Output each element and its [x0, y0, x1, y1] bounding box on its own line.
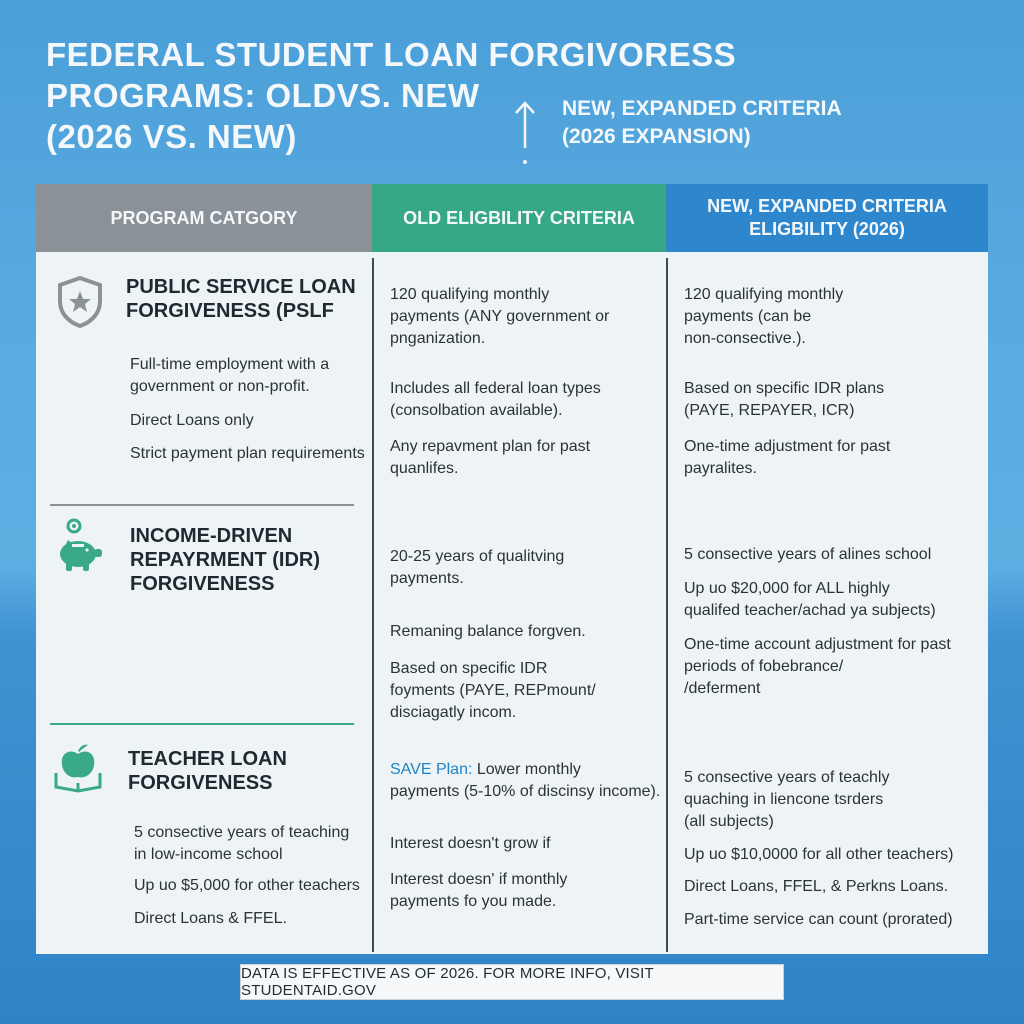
criterion-line: payments. [390, 570, 464, 587]
criterion-line: (PAYE, REPAYER, ICR) [684, 402, 855, 419]
teacher-detail [134, 908, 287, 930]
teacher-new-criterion [684, 909, 953, 931]
criterion-line: Up uo $20,000 for ALL highly [684, 580, 890, 597]
teacher-old-criterion [390, 759, 660, 803]
criterion-line: (all subjects) [684, 813, 774, 830]
criterion-line: payments fo you made. [390, 893, 557, 910]
pslf-new-criterion [684, 378, 884, 422]
header-old-criteria-label: OLD ELIGBILITY CRITERIA [403, 207, 635, 228]
detail-line: Strict payment plan requirements [130, 445, 365, 462]
idr-old-criterion [390, 658, 596, 724]
subtitle-line-1: NEW, EXPANDED CRITERIA [562, 97, 842, 120]
criterion-line: Based on specific IDR [390, 660, 548, 677]
program-title-idr [130, 524, 320, 596]
program-title-line: FORGIVENESS [130, 573, 275, 595]
detail-line: government or non-profit. [130, 378, 310, 395]
criterion-line: 20-25 years of qualitving [390, 548, 565, 565]
idr-old-criterion [390, 546, 564, 590]
criterion-line: Based on specific IDR plans [684, 380, 885, 397]
program-title-line: INCOME-DRIVEN [130, 525, 293, 547]
program-title-line: PUBLIC SERVICE LOAN [126, 276, 356, 298]
criterion-line: quanlifes. [390, 460, 459, 477]
criterion-text: Lower monthly [472, 761, 581, 778]
criterion-line: Interest doesn' if monthly [390, 871, 568, 888]
criterion-line: Remaning balance forgven. [390, 623, 586, 640]
criterion-line: One-time adjustment for past [684, 438, 891, 455]
header-new-criteria [666, 184, 988, 252]
pslf-old-criterion [390, 284, 609, 350]
row-divider [50, 504, 354, 506]
program-title-teacher [128, 747, 287, 795]
detail-line: in low-income school [134, 846, 283, 863]
criterion-line [390, 759, 660, 781]
criterion-line: One-time account adjustment for past [684, 636, 951, 653]
idr-old-criterion [390, 621, 586, 643]
row-divider [50, 723, 354, 725]
up-arrow-icon [510, 98, 540, 170]
pslf-old-criterion [390, 436, 590, 480]
header-program-category-label: PROGRAM CATGORY [110, 207, 298, 228]
teacher-detail [134, 822, 349, 866]
teacher-old-criterion [390, 833, 550, 855]
idr-new-criterion [684, 578, 936, 622]
criterion-line: payments (5-10% of discinsy income). [390, 783, 661, 800]
pslf-old-criterion [390, 378, 601, 422]
teacher-old-criterion [390, 869, 567, 913]
pslf-new-criterion [684, 436, 890, 480]
header-new-criteria-line-1: NEW, EXPANDED CRITERIA [707, 196, 947, 216]
criterion-line: pnganization. [390, 330, 486, 347]
criterion-line: 120 qualifying monthly [684, 286, 844, 303]
detail-line: Full-time employment with a [130, 356, 330, 373]
program-title-line: REPAYRMENT (IDR) [130, 549, 321, 571]
criterion-line: Interest doesn't grow if [390, 835, 551, 852]
criterion-line: payments (ANY government or [390, 308, 610, 325]
program-title-line: FORGIVENESS [128, 772, 273, 794]
criterion-line: quaching in liencone tsrders [684, 791, 884, 808]
apple-book-icon [50, 739, 106, 795]
criterion-line: payments (can be [684, 308, 812, 325]
criterion-line: 120 qualifying monthly [390, 286, 550, 303]
page-title-line-3: (2026 VS. NEW) [46, 118, 297, 155]
header-program-category [36, 184, 372, 252]
idr-new-criterion [684, 634, 951, 700]
detail-line: Direct Loans only [130, 412, 254, 429]
program-title-pslf [126, 275, 356, 323]
header-new-criteria-line-2: ELIGBILITY (2026) [749, 219, 905, 239]
criterion-line: Direct Loans, FFEL, & Perkns Loans. [684, 878, 949, 895]
subtitle [562, 95, 842, 151]
teacher-new-criterion [684, 876, 948, 898]
piggy-bank-icon [52, 518, 108, 574]
criterion-line: Part-time service can count (prorated) [684, 911, 953, 928]
teacher-new-criterion [684, 767, 889, 833]
teacher-new-criterion [684, 844, 954, 866]
criterion-line: 5 consective years of teachly [684, 769, 890, 786]
program-title-line: FORGIVENESS (PSLF [126, 300, 334, 322]
criterion-line: Up uo $10,0000 for all other teachers) [684, 846, 954, 863]
page-title-line-2: PROGRAMS: OLDVS. NEW [46, 77, 480, 114]
criterion-line: qualifed teacher/achad ya subjects) [684, 602, 936, 619]
header-old-criteria [372, 184, 666, 252]
criterion-line: periods of fobebrance/ [684, 658, 844, 675]
footer-note [240, 964, 784, 1000]
page-title-line-1: FEDERAL STUDENT LOAN FORGIVORESS [46, 36, 737, 73]
criterion-line: payralites. [684, 460, 757, 477]
program-title-line: TEACHER LOAN [128, 748, 287, 770]
criterion-line: 5 consective years of alines school [684, 546, 932, 563]
teacher-detail [134, 875, 360, 897]
criterion-line: disciagatly incom. [390, 704, 517, 721]
idr-new-criterion [684, 544, 931, 566]
pslf-new-criterion [684, 284, 843, 350]
criterion-line: Any repavment plan for past [390, 438, 591, 455]
column-divider [666, 258, 668, 952]
criterion-line: /deferment [684, 680, 761, 697]
criterion-line: foyments (PAYE, REPmount/ [390, 682, 596, 699]
subtitle-line-2: (2026 EXPANSION) [562, 125, 751, 148]
detail-line: Direct Loans & FFEL. [134, 910, 287, 927]
shield-star-icon [52, 274, 108, 330]
column-divider [372, 258, 374, 952]
criterion-line: (consolbation available). [390, 402, 563, 419]
save-plan-highlight: SAVE Plan: [390, 761, 473, 778]
detail-line: Up uo $5,000 for other teachers [134, 877, 360, 894]
pslf-detail [130, 410, 254, 432]
pslf-detail [130, 443, 365, 465]
footer-text: DATA IS EFFECTIVE AS OF 2026. FOR MORE INFO, VISIT STUDENTAID.GOV [241, 965, 654, 999]
criterion-line: Includes all federal loan types [390, 380, 601, 397]
detail-line: 5 consective years of teaching [134, 824, 350, 841]
comparison-table [36, 184, 988, 954]
pslf-detail [130, 354, 329, 398]
criterion-line: non-consective.). [684, 330, 806, 347]
